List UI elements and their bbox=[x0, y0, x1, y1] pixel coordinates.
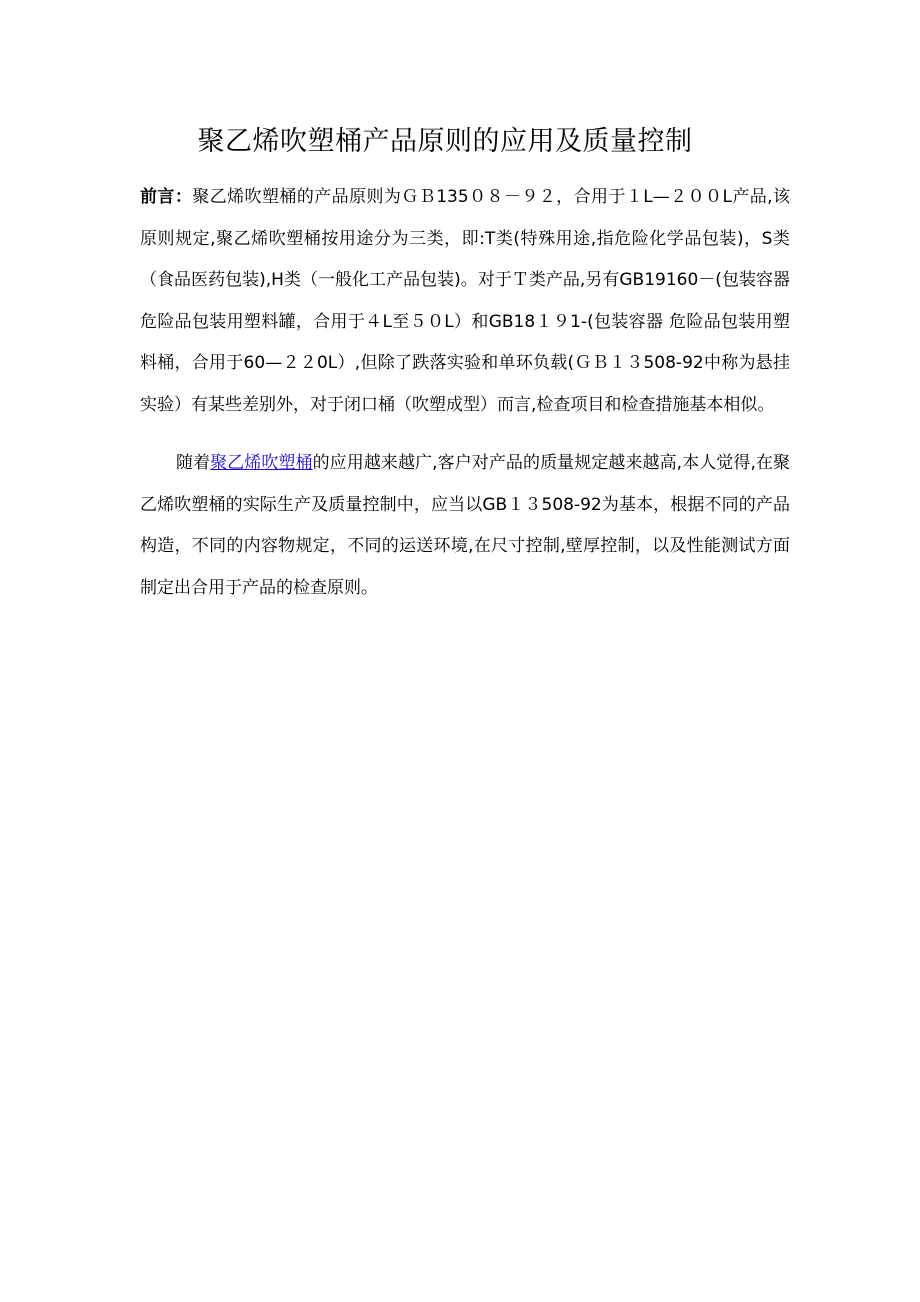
application-paragraph bbox=[140, 443, 790, 609]
application-prefix: 随着 bbox=[176, 453, 211, 473]
application-text: 的应用越来越广,客户对产品的质量规定越来越高,本人觉得,在聚乙烯吹塑桶的实际生产及质量控制中，应当以GB１３508-92为基本，根据不同的产品构造，不同的内容物规定，不同的运送环境,在尺寸控制,壁厚控制，以及性能测试方面制定出合用于产品的检查原则。 bbox=[140, 453, 790, 598]
preface-paragraph bbox=[140, 177, 790, 426]
preface-label: 前言： bbox=[140, 187, 193, 207]
document-title: 聚乙烯吹塑桶产品原则的应用及质量控制 bbox=[197, 126, 693, 157]
preface-text: 聚乙烯吹塑桶的产品原则为ＧＢ135０８－９２，合用于１L—２００L产品,该原则规定,聚乙烯吹塑桶按用途分为三类，即:T类(特殊用途,指危险化学品包装)，S类（食品医药包装),H类（一般化工产品包装)。对于Ｔ类产品,另有GB19160－(包装容器 危险品包装用塑料罐，合用于４L至５０L）和GB18１９1-(包装容器 危险品包装用塑料桶，合用于60—２２0L）,但除了跌落实验和单环负载(ＧＢ１３508-92中称为悬挂实验）有某些差别外，对于闭口桶（吹塑成型）而言,检查项目和检查措施基本相似。 bbox=[140, 187, 791, 415]
document-body bbox=[140, 177, 790, 609]
product-link[interactable]: 聚乙烯吹塑桶 bbox=[210, 453, 313, 473]
